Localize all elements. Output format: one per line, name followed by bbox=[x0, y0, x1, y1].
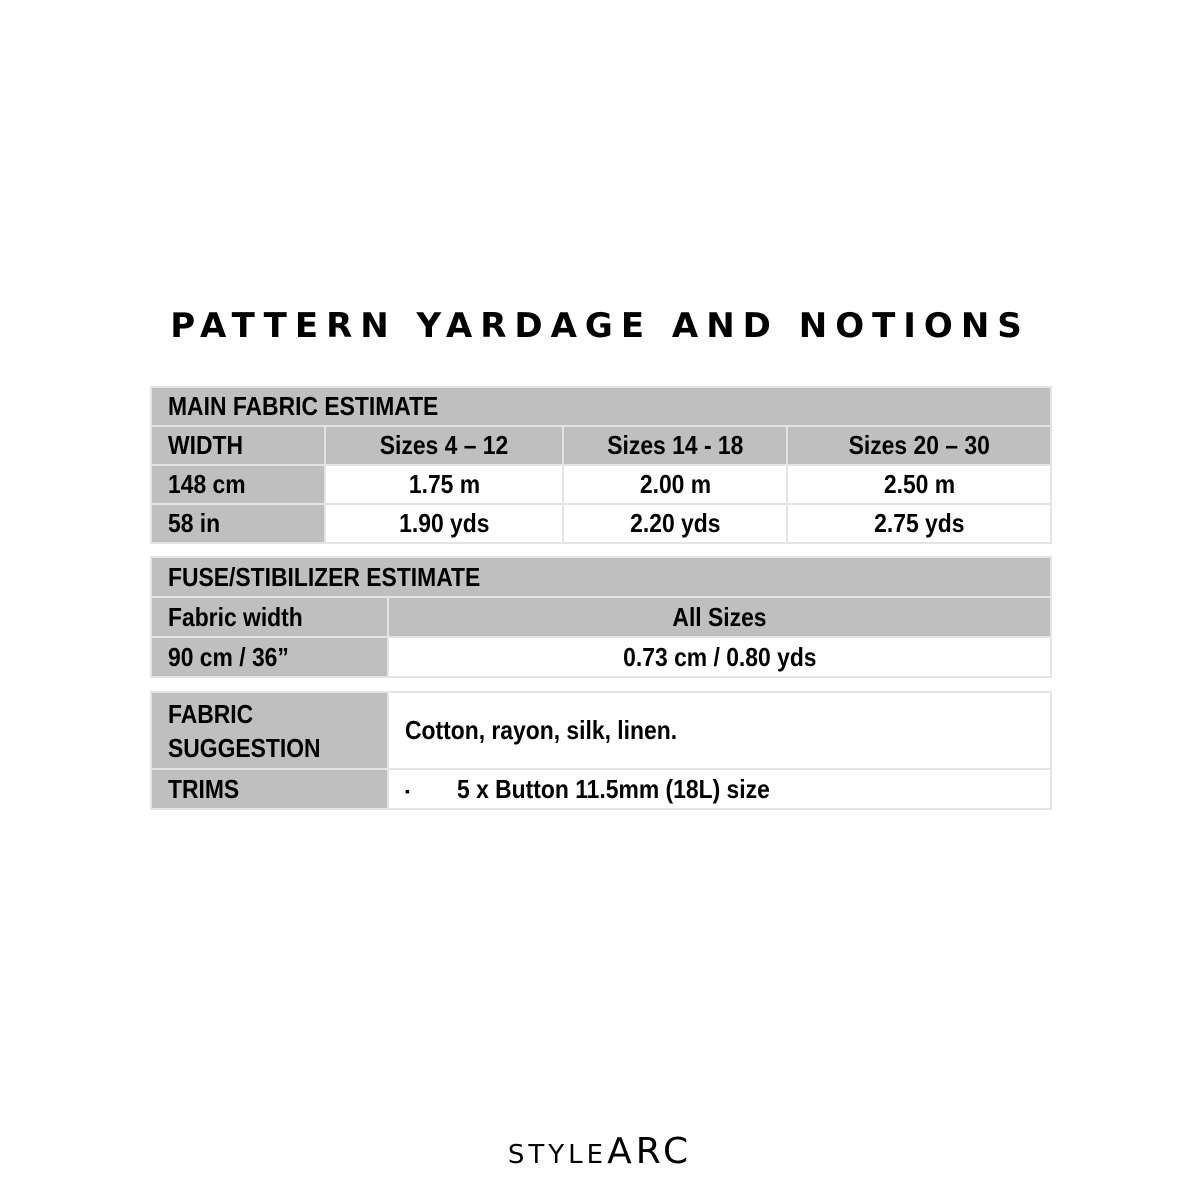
table-row bbox=[151, 692, 1051, 769]
column-header-fabric-width: Fabric width bbox=[151, 597, 388, 637]
table-row bbox=[151, 637, 1051, 677]
table-row bbox=[151, 465, 1051, 504]
column-header-sizes-14-18: Sizes 14 - 18 bbox=[563, 426, 787, 465]
notes-table bbox=[150, 691, 1052, 810]
page-title: PATTERN YARDAGE AND NOTIONS bbox=[170, 306, 1030, 346]
main-fabric-heading: MAIN FABRIC ESTIMATE bbox=[151, 387, 1051, 426]
trims-label: TRIMS bbox=[151, 769, 388, 809]
table-row bbox=[151, 504, 1051, 543]
column-header-width: WIDTH bbox=[151, 426, 325, 465]
column-header-all-sizes: All Sizes bbox=[388, 597, 1051, 637]
fuse-heading: FUSE/STIBILIZER ESTIMATE bbox=[151, 557, 1051, 597]
fabric-suggestion-label: FABRIC SUGGESTION bbox=[151, 692, 388, 769]
column-header-sizes-20-30: Sizes 20 – 30 bbox=[787, 426, 1051, 465]
table-cell: 1.90 yds bbox=[325, 504, 563, 543]
bullet-icon: ▪ bbox=[405, 782, 410, 799]
row-label-90cm: 90 cm / 36” bbox=[151, 637, 388, 677]
table-row bbox=[151, 769, 1051, 809]
trims-value: ▪ 5 x Button 11.5mm (18L) size bbox=[388, 769, 1051, 809]
column-header-sizes-4-12: Sizes 4 – 12 bbox=[325, 426, 563, 465]
table-cell: 2.20 yds bbox=[563, 504, 787, 543]
main-fabric-table bbox=[150, 386, 1052, 544]
style-arc-logo: STYLEARC bbox=[507, 1131, 693, 1172]
row-label-148cm: 148 cm bbox=[151, 465, 325, 504]
table-cell: 1.75 m bbox=[325, 465, 563, 504]
fuse-table bbox=[150, 556, 1052, 678]
table-cell: 2.75 yds bbox=[787, 504, 1051, 543]
table-cell: 2.00 m bbox=[563, 465, 787, 504]
table-cell: 0.73 cm / 0.80 yds bbox=[388, 637, 1051, 677]
table-cell: 2.50 m bbox=[787, 465, 1051, 504]
row-label-58in: 58 in bbox=[151, 504, 325, 543]
fabric-suggestion-value: Cotton, rayon, silk, linen. bbox=[388, 692, 1051, 769]
